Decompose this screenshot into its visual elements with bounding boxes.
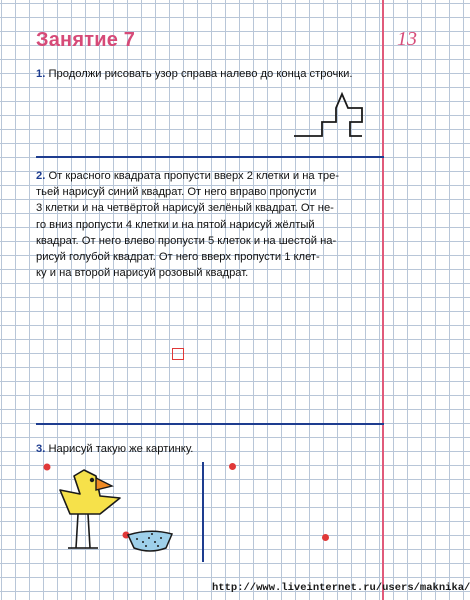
pattern-sample [294, 94, 362, 136]
dot-copy-bottom [322, 534, 329, 541]
task-1-number: 1. [36, 68, 46, 80]
chick-beak [96, 478, 112, 490]
page-number: 13 [397, 28, 417, 50]
copy-area-divider [202, 462, 204, 562]
chick-body [60, 470, 120, 514]
chick-eye [90, 478, 94, 482]
source-url: http://www.liveinternet.ru/users/maknika/ [212, 582, 470, 594]
task-2-line-3: 3 клетки и на четвёртой нарисуй зелёный квадрат. От не- [36, 202, 334, 215]
sample-picture [40, 462, 190, 562]
task-2-line-1: 2. От красного квадрата пропусти вверх 2 клетки и на тре- [36, 170, 340, 182]
task-2-line-6: рисуй голубой квадрат. От него вверх пропусти 1 клет- [36, 251, 320, 264]
task-2-line-2: тьей нарисуй синий квадрат. От него вправо пропусти [36, 186, 317, 199]
task-1-prompt [36, 66, 353, 82]
dot-top-left [44, 464, 51, 471]
section-divider-1 [36, 156, 384, 158]
task-2-number: 2. [36, 170, 46, 182]
task-2-line-5: квадрат. От него влево пропусти 5 клеток и на шестой на- [36, 234, 337, 247]
task-2-line-4: го вниз пропусти 4 клетки и на пятой нарисуй жёлтый [36, 218, 315, 231]
chick-leg-right [88, 514, 90, 548]
dot-copy-top [229, 463, 236, 470]
section-divider-2 [36, 423, 384, 425]
lesson-title: Занятие 7 [36, 29, 136, 51]
task-1-text: Продолжи рисовать узор справа налево до конца строчки. [48, 68, 353, 80]
task-3-prompt [36, 441, 193, 457]
red-start-square [172, 348, 184, 360]
page-margin-line [382, 0, 384, 600]
task-2-prompt [36, 168, 366, 281]
chick-leg-left [76, 514, 78, 548]
task-2-line-7: ку и на второй нарисуй розовый квадрат. [36, 267, 249, 280]
task-3-text: Нарисуй такую же картинку. [48, 443, 194, 455]
task-3-number: 3. [36, 443, 46, 455]
task-1-pattern [290, 90, 370, 142]
bowl [128, 531, 172, 551]
